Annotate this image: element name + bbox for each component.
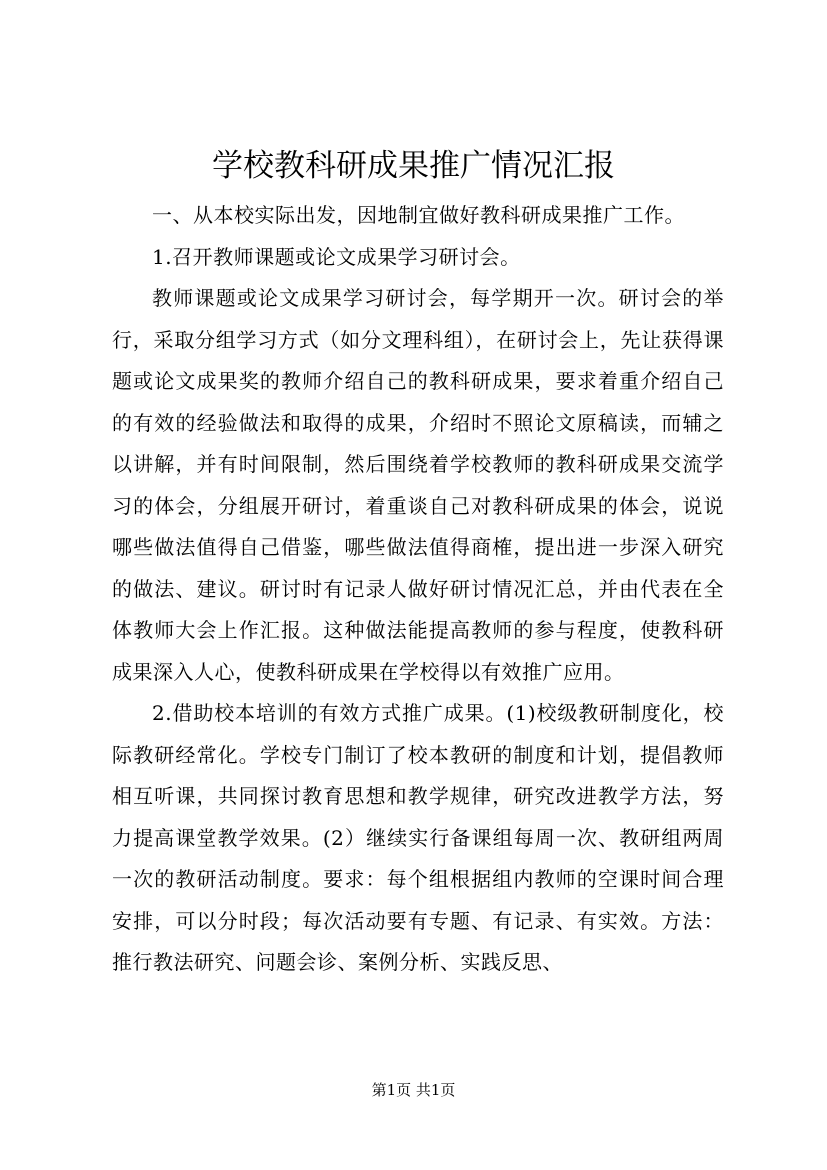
- subsection-heading: 1.召开教师课题或论文成果学习研讨会。: [152, 244, 521, 269]
- document-body: [112, 195, 724, 984]
- body-paragraph: 2.借助校本培训的有效方式推广成果。(1)校级教研制度化，校际教研经常化。学校专门制订了校本教研的制度和计划，提倡教师相互听课，共同探讨教育思想和教学规律，研究改进教学方法，努力提高课堂教学效果。(2）继续实行备课组每周一次、教研组两周一次的教研活动制度。要求：每个组根据组内教师的空课时间合理安排，可以分时段；每次活动要有专题、有记录、有实效。方法：推行教法研究、问题会诊、案例分析、实践反思、: [112, 701, 724, 974]
- document-title: 学校教科研成果推广情况汇报: [212, 148, 615, 184]
- body-paragraph: 教师课题或论文成果学习研讨会，每学期开一次。研讨会的举行，采取分组学习方式（如分文理科组），在研讨会上，先让获得课题或论文成果奖的教师介绍自己的教科研成果，要求着重介绍自己的有效的经验做法和取得的成果，介绍时不照论文原稿读，而辅之以讲解，并有时间限制，然后围绕着学校教师的教科研成果交流学习的体会，分组展开研讨，着重谈自己对教科研成果的体会，说说哪些做法值得自己借鉴，哪些做法值得商榷，提出进一步深入研究的做法、建议。研讨时有记录人做好研讨情况汇总，并由代表在全体教师大会上作汇报。这种做法能提高教师的参与程度，使教科研成果深入人心，使教科研成果在学校得以有效推广应用。: [112, 286, 724, 684]
- page-footer: 第1页 共1页: [371, 1081, 456, 1099]
- section-heading: 一、从本校实际出发，因地制宜做好教科研成果推广工作。: [152, 203, 685, 227]
